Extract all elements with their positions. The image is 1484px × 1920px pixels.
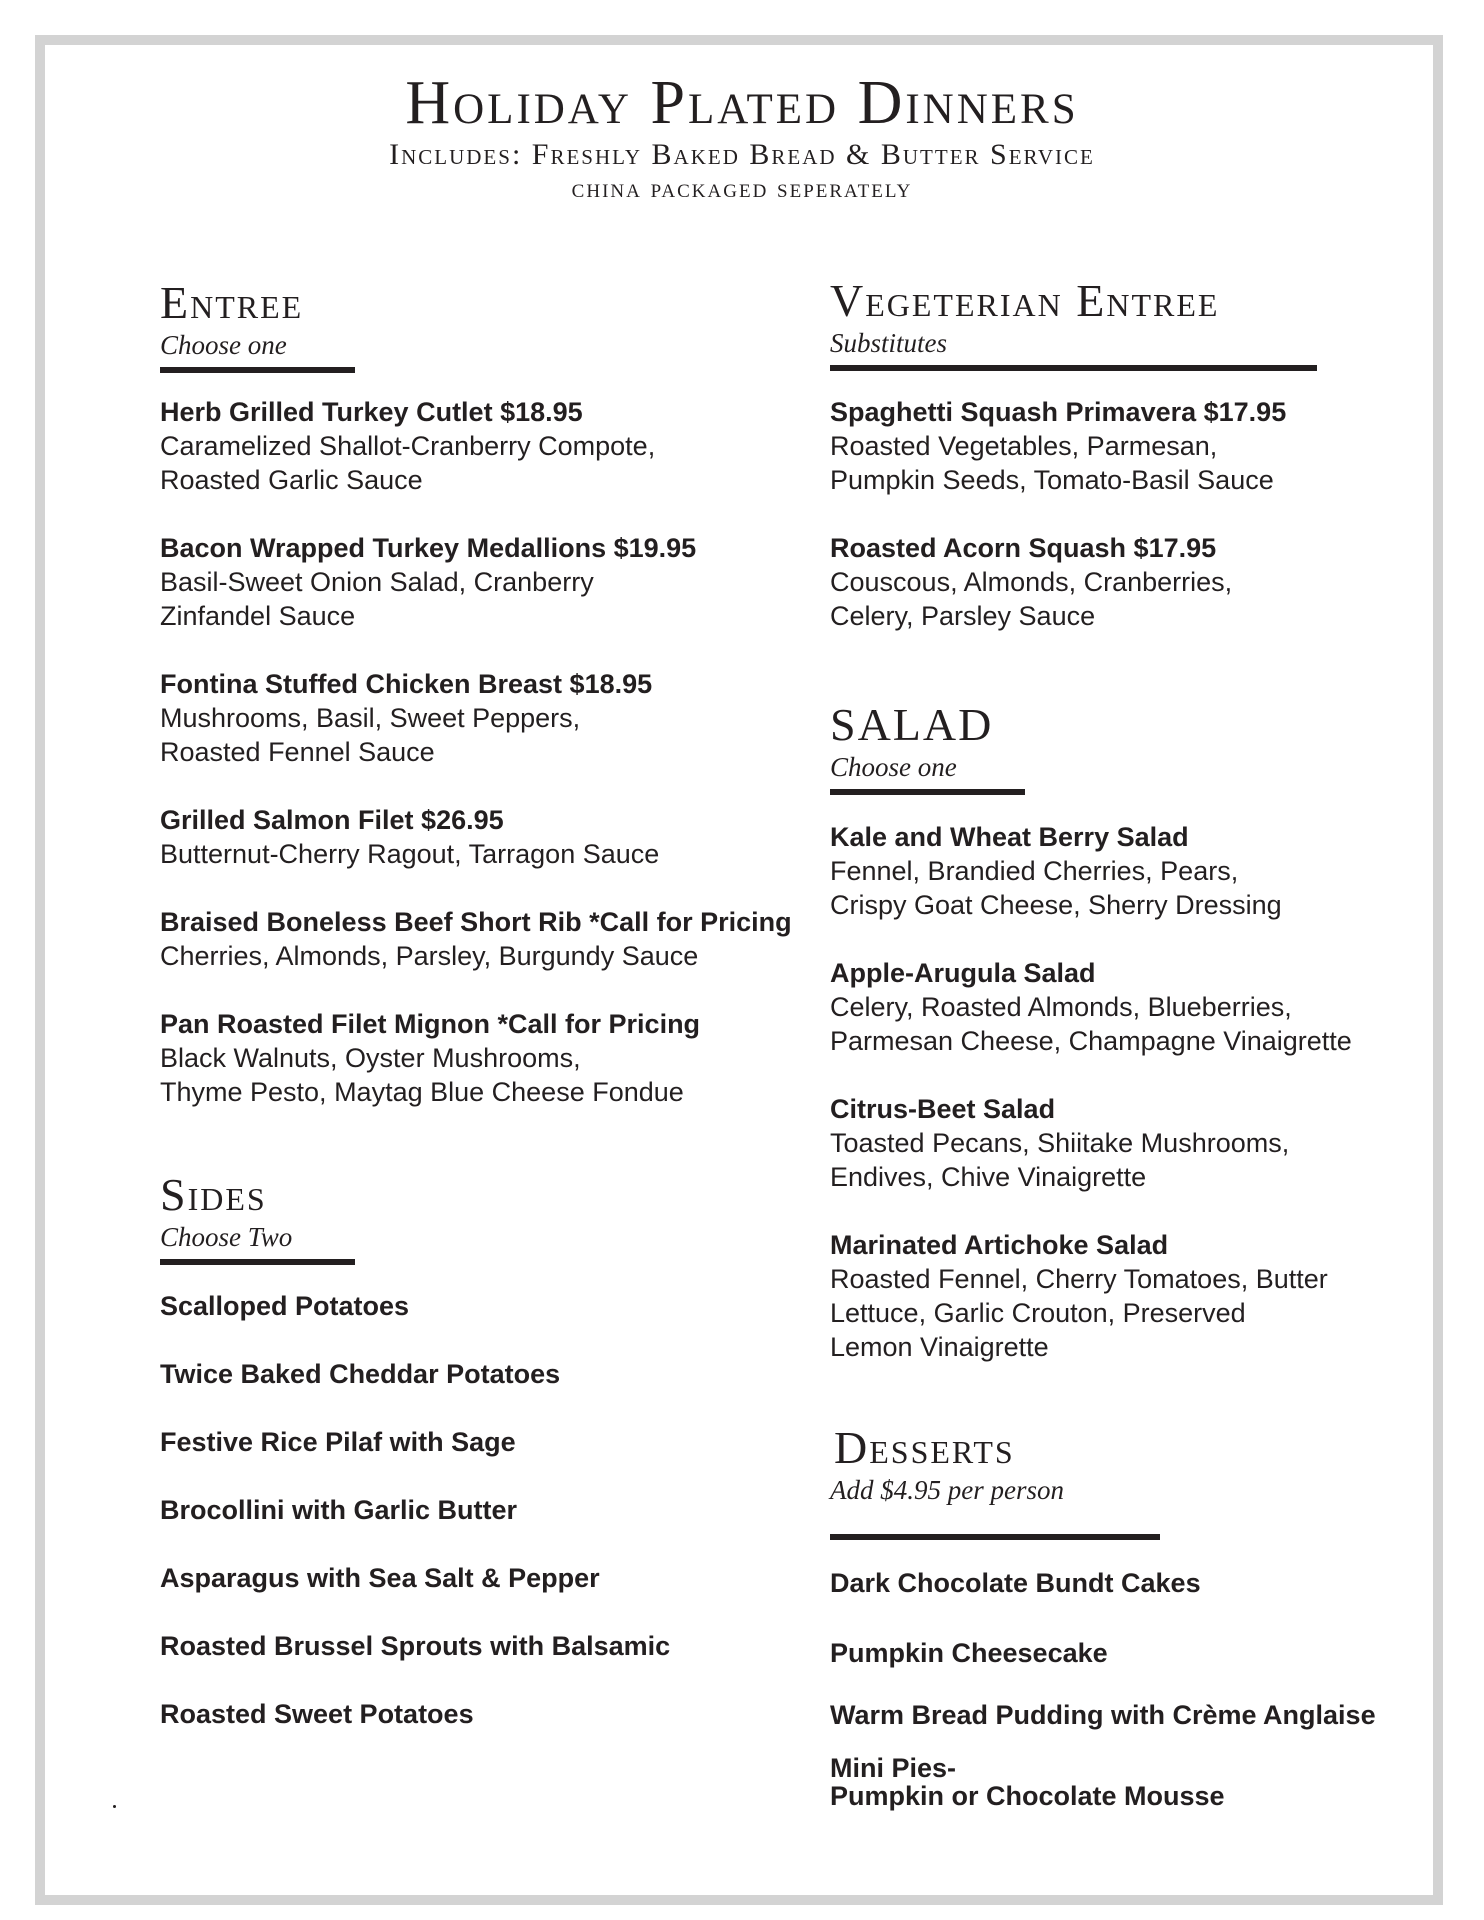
menu-item [830, 531, 1232, 633]
page-note: china packaged seperately [571, 173, 913, 203]
menu-item [160, 531, 696, 633]
list-item: Dark Chocolate Bundt Cakes [830, 1568, 1201, 1598]
menu-item [160, 905, 792, 973]
sides-subtitle: Choose Two [160, 1222, 293, 1252]
menu-item-desc: Basil-Sweet Onion Salad, Cranberry [160, 567, 594, 597]
menu-item [160, 395, 655, 497]
menu-item-name: Citrus-Beet Salad [830, 1094, 1056, 1124]
desserts-subtitle: Add $4.95 per person [830, 1475, 1064, 1505]
menu-item-desc: Celery, Parsley Sauce [830, 601, 1096, 631]
list-item: Festive Rice Pilaf with Sage [160, 1427, 516, 1457]
menu-item-name: Kale and Wheat Berry Salad [830, 822, 1189, 852]
salad-divider [830, 789, 1025, 795]
list-item: Roasted Brussel Sprouts with Balsamic [160, 1631, 671, 1661]
menu-item-desc: Lemon Vinaigrette [830, 1332, 1049, 1362]
menu-item-desc: Roasted Fennel, Cherry Tomatoes, Butter [830, 1264, 1328, 1294]
menu-item [160, 1007, 700, 1109]
menu-item-desc: Pumpkin Seeds, Tomato-Basil Sauce [830, 465, 1274, 495]
vegetarian-title: Vegeterian Entree [830, 275, 1220, 326]
menu-item-desc: Roasted Garlic Sauce [160, 465, 423, 495]
menu-item-name: Apple-Arugula Salad [830, 958, 1096, 988]
menu-item-desc: Caramelized Shallot-Cranberry Compote, [160, 431, 656, 461]
list-item: Warm Bread Pudding with Crème Anglaise [830, 1700, 1376, 1730]
entree-title: Entree [160, 277, 304, 328]
vegetarian-divider [830, 365, 1317, 371]
list-item: Pumpkin Cheesecake [830, 1638, 1108, 1668]
entree-section-header [160, 277, 355, 373]
menu-item-desc: Cherries, Almonds, Parsley, Burgundy Sauce [160, 941, 699, 971]
desserts-section-header [830, 1422, 1160, 1540]
menu-item-desc: Butternut-Cherry Ragout, Tarragon Sauce [160, 839, 660, 869]
list-item: Scalloped Potatoes [160, 1291, 410, 1321]
vegetarian-subtitle: Substitutes [830, 328, 948, 358]
mini-pies-flavors: Pumpkin or Chocolate Mousse [830, 1781, 1225, 1811]
menu-item-desc: Couscous, Almonds, Cranberries, [830, 567, 1233, 597]
mini-pies-label: Mini Pies- [830, 1753, 957, 1783]
menu-item-desc: Endives, Chive Vinaigrette [830, 1162, 1147, 1192]
menu-item-name: Bacon Wrapped Turkey Medallions $19.95 [160, 533, 697, 563]
menu-item-name: Marinated Artichoke Salad [830, 1230, 1169, 1260]
list-item [830, 1754, 1225, 1810]
entree-subtitle: Choose one [160, 330, 287, 360]
list-item: Roasted Sweet Potatoes [160, 1699, 474, 1729]
sides-title: Sides [160, 1169, 267, 1220]
menu-item-desc: Lettuce, Garlic Crouton, Preserved [830, 1298, 1246, 1328]
stray-dot [113, 1805, 116, 1808]
menu-item-name: Pan Roasted Filet Mignon *Call for Pricing [160, 1009, 701, 1039]
menu-item-desc: Toasted Pecans, Shiitake Mushrooms, [830, 1128, 1290, 1158]
menu-item [830, 1092, 1289, 1194]
menu-item-name: Grilled Salmon Filet $26.95 [160, 805, 504, 835]
menu-item-name: Fontina Stuffed Chicken Breast $18.95 [160, 669, 653, 699]
menu-item-desc: Roasted Vegetables, Parmesan, [830, 431, 1218, 461]
page-title: Holiday Plated Dinners [405, 69, 1079, 137]
salad-section-header [830, 699, 1025, 795]
list-item: Brocollini with Garlic Butter [160, 1495, 518, 1525]
menu-item-desc: Thyme Pesto, Maytag Blue Cheese Fondue [160, 1077, 684, 1107]
menu-item-desc: Zinfandel Sauce [160, 601, 356, 631]
menu-item [830, 820, 1282, 922]
menu-item [160, 803, 659, 871]
menu-item-desc: Celery, Roasted Almonds, Blueberries, [830, 992, 1292, 1022]
menu-item-name: Braised Boneless Beef Short Rib *Call for Pricing [160, 907, 792, 937]
menu-item-desc: Parmesan Cheese, Champagne Vinaigrette [830, 1026, 1352, 1056]
desserts-title: Desserts [834, 1422, 1015, 1473]
menu-item [830, 1228, 1328, 1364]
menu-item-desc: Black Walnuts, Oyster Mushrooms, [160, 1043, 581, 1073]
desserts-divider [830, 1534, 1160, 1540]
menu-item [830, 956, 1352, 1058]
entree-divider [160, 367, 355, 373]
list-item: Asparagus with Sea Salt & Pepper [160, 1563, 600, 1593]
menu-item-desc: Roasted Fennel Sauce [160, 737, 435, 767]
list-item: Twice Baked Cheddar Potatoes [160, 1359, 561, 1389]
menu-item-desc: Mushrooms, Basil, Sweet Peppers, [160, 703, 581, 733]
menu-item [160, 667, 652, 769]
menu-item-name: Spaghetti Squash Primavera $17.95 [830, 397, 1287, 427]
menu-item-name: Roasted Acorn Squash $17.95 [830, 533, 1217, 563]
vegetarian-section-header [830, 275, 1317, 371]
menu-item [830, 395, 1286, 497]
page-subtitle: Includes: Freshly Baked Bread & Butter Service [389, 138, 1095, 171]
menu-item-desc: Fennel, Brandied Cherries, Pears, [830, 856, 1239, 886]
salad-subtitle: Choose one [830, 752, 957, 782]
sides-divider [160, 1259, 355, 1265]
menu-item-desc: Crispy Goat Cheese, Sherry Dressing [830, 890, 1282, 920]
menu-item-name: Herb Grilled Turkey Cutlet $18.95 [160, 397, 583, 427]
sides-section-header [160, 1169, 355, 1265]
salad-title: SALAD [830, 699, 994, 750]
